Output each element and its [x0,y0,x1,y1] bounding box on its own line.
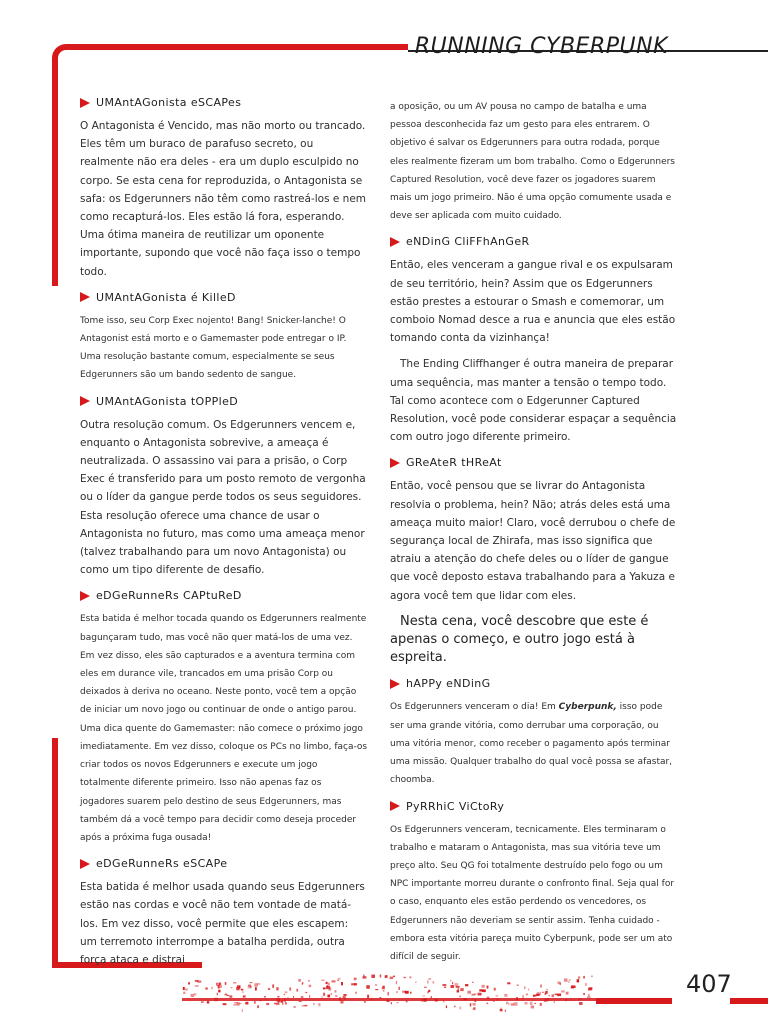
noise-mark [526,994,528,996]
noise-mark [285,1002,287,1005]
noise-mark [354,983,357,985]
frame-top-rule [72,44,408,50]
noise-mark [410,992,411,994]
noise-mark [323,988,326,990]
noise-mark [522,995,523,998]
noise-mark [459,996,461,998]
body-paragraph: Esta batida é melhor usada quando seus Edgerunners estão nas cordas e você não tem vontade de matá-los. Em vez disso, você permite que eles escapem: um terremoto interrompe a batalha perdida, outra força ataca e distrai [80,881,365,966]
noise-mark [205,987,208,989]
noise-mark [367,995,369,998]
left-column [80,96,368,979]
noise-mark [487,986,489,989]
noise-mark [237,1002,240,1005]
section-heading [390,235,678,248]
body-paragraph [390,698,678,789]
body-paragraph: Então, você pensou que se livrar do Antagonista resolvia o problema, hein? Não; atrás deles está uma ameaça muito maior! Claro, você derrubou o chefe de segurança local de Zhirafa, mas isso significa que atraiu a atenção do chefe deles ou o líder de gangue que você deposto estava trabalhando para a Yakuza e agora você tem que lidar com eles. [390,480,676,602]
body-paragraph: Nesta cena, você descobre que este é apenas o começo, e outro jogo está à espreita. [390,613,649,666]
triangle-bullet-icon [390,801,400,811]
noise-mark [218,990,220,993]
noise-mark [254,1001,256,1004]
noise-mark [540,1003,542,1006]
noise-mark [274,1003,277,1005]
noise-mark [496,995,499,996]
noise-mark [277,996,279,997]
noise-mark [264,996,266,997]
body-paragraph: Tome isso, seu Corp Exec nojento! Bang! Snicker-lanche! O Antagonist está morto e o Gamemaster pode entregar o IP. Uma resolução bastante comum, especialmente se seus Edgerunners são um bando sedento de sangue. [80,315,347,381]
section-heading-text: UMAntAGonista é KilleD [96,290,236,304]
noise-mark [289,987,291,990]
noise-mark [366,985,370,989]
noise-mark [194,993,196,995]
noise-mark [396,981,397,984]
noise-mark [583,976,584,979]
noise-mark [428,978,431,979]
body-paragraph: The Ending Cliffhanger é outra maneira de preparar uma sequência, mas manter a tensão o tempo todo. Tal como acontece com o Edgerunner Captured Resolution, você pode considerar espaçar a sequência com outro jogo diferente primeiro. [390,358,677,444]
noise-mark [427,991,428,993]
noise-mark [409,976,411,978]
noise-mark [285,991,288,993]
noise-mark [454,1006,455,1008]
noise-mark [537,992,539,993]
noise-mark [341,982,343,985]
noise-mark [433,981,435,983]
noise-mark [405,991,409,994]
noise-mark [233,982,236,983]
noise-mark [239,987,240,989]
noise-mark [388,992,389,995]
noise-mark [470,1003,472,1006]
noise-mark [524,1002,527,1005]
body-paragraph: Então, eles venceram a gangue rival e os expulsaram de seu território, hein? Assim que os Edgerunners estão prestes a estourar o Smash e comemorar, um comboio Nomad desce a rua e anuncia que eles estão tomando conta da vizinhança! [390,259,676,345]
noise-mark [309,995,310,998]
section-happy-ending [390,677,678,789]
noise-mark [479,989,483,991]
continuation-block [390,98,678,225]
body-paragraph: Esta batida é melhor tocada quando os Edgerunners realmente bagunçaram tudo, mas você não quer matá-los de uma vez. Em vez disso, eles são capturados e a aventura termina com eles em durance vile, trancados em uma prisão Corp ou deixados à deriva no oceano. Neste ponto, você tem a opção de iniciar um novo jogo ou continuar de onde o antigo parou. Uma dica quente do Gamemaster: não comece o próximo jogo imediatamente. Em vez disso, coloque os PCs no limbo, faça-os criar todos os novos Edgerunners e execute um jogo totalmente diferente primeiro. Isso não apenas faz os jogadores suarem pelo destino de seus Edgerunners, mas também dá a você tempo para decidir como deseja proceder após a próxima fuga ousada! [80,614,368,843]
noise-mark [472,982,474,983]
section-heading [390,800,678,813]
noise-mark [382,986,384,989]
section-heading [390,677,678,690]
triangle-bullet-icon [80,292,90,302]
noise-mark [278,1002,280,1005]
frame-bottom-right-rule [730,998,768,1004]
noise-mark [221,985,222,988]
page-number: 407 [686,970,732,998]
noise-mark [569,980,571,981]
noise-mark [217,993,218,996]
noise-mark [571,986,574,988]
section-antagonist-toppled [80,395,368,580]
noise-mark [524,986,526,989]
noise-mark [457,990,460,992]
noise-mark [243,996,245,998]
noise-mark [530,1002,533,1005]
section-heading-text: eDGeRunneRs CAPtuReD [96,589,242,603]
noise-mark [293,996,294,998]
noise-mark [327,995,330,998]
body-paragraph: a oposição, ou um AV pousa no campo de batalha e uma pessoa desconhecida faz um gesto para eles entrarem. O objetivo é salvar os Edgerunners para outra rodada, porque eles realmente fizeram um bom trabalho. Como o Edgerunners Captured Resolution, você deve fazer os jogadores suarem mais um jogo primeiro. Não é uma opção comumente usada e deve ser aplicada com muito cuidado. [390,102,675,222]
noise-mark [211,987,213,989]
noise-mark [355,992,357,994]
text-run: isso pode ser uma grande vitória, como derrubar uma corporação, ou uma vitória menor, como receber o pagamento após terminar uma missão. Qualquer trabalho do qual você possa se afastar, choomba. [390,702,673,786]
noise-mark [549,995,550,996]
section-heading [390,456,678,469]
section-heading-text: hAPPy eNDinG [406,677,491,691]
noise-mark [298,979,300,982]
noise-mark [545,991,548,994]
noise-mark [536,994,540,996]
noise-mark [371,975,375,978]
noise-mark [472,994,475,996]
noise-mark [557,981,560,984]
noise-mark [241,989,244,991]
frame-bottom-right-rule [596,998,672,1004]
noise-mark [375,984,377,985]
noise-mark [242,991,243,993]
noise-mark [337,980,339,982]
noise-mark [589,987,593,990]
noise-mark [454,983,458,986]
noise-mark [383,990,384,992]
section-heading [80,857,368,870]
noise-mark [309,985,312,987]
noise-mark [257,1005,259,1008]
noise-mark [561,990,565,992]
noise-mark [245,1002,248,1005]
noise-mark [508,1002,509,1005]
noise-mark [577,979,580,982]
noise-mark [540,992,541,995]
noise-mark [216,983,220,986]
section-heading [80,589,368,602]
noise-baseline [182,998,598,1001]
noise-mark [223,1003,227,1005]
noise-mark [207,1001,209,1003]
noise-mark [505,1010,506,1012]
noise-mark [185,988,188,990]
noise-mark [473,1003,476,1006]
noise-mark [504,994,507,997]
noise-mark [296,989,298,992]
noise-mark [328,983,330,986]
section-heading-text: PyRRhiC ViCtoRy [406,799,505,813]
noise-mark [465,984,468,986]
noise-mark [250,982,253,983]
noise-mark [326,982,328,984]
section-antagonist-escapes [80,96,368,281]
noise-mark [380,974,382,977]
noise-mark [467,991,471,994]
brand-name: Cyberpunk, [558,702,617,713]
section-pyrrhic-victory [390,800,678,967]
noise-mark [422,995,425,996]
noise-mark [535,1003,536,1004]
text-run: Os Edgerunners venceram o dia! Em [390,702,559,713]
noise-mark [554,1001,555,1003]
noise-mark [506,1002,508,1005]
section-heading-text: eDGeRunneRs eSCAPe [96,857,228,871]
noise-mark [446,1006,447,1009]
section-heading-text: eNDinG CliFFhAnGeR [406,235,530,249]
noise-mark [427,980,428,983]
noise-mark [229,995,232,997]
noise-mark [301,996,304,998]
noise-mark [396,991,397,993]
noise-mark [191,994,195,997]
noise-mark [248,986,251,989]
noise-mark [583,993,585,995]
noise-mark [473,1007,476,1008]
noise-mark [500,1008,501,1011]
noise-mark [460,988,463,991]
section-heading [80,395,368,408]
noise-mark [487,1003,489,1004]
section-greater-threat [390,456,678,667]
noise-mark [514,1002,518,1005]
section-edgerunners-escape [80,857,368,969]
noise-mark [302,1005,305,1006]
noise-mark [451,985,454,988]
noise-mark [482,985,485,988]
noise-mark [328,987,331,990]
noise-mark [579,1002,583,1005]
noise-mark [399,987,400,990]
body-paragraph: Outra resolução comum. Os Edgerunners vencem e, enquanto o Antagonista sobrevive, a ameaça é neutralizada. O assassino vai para a prisão, o Corp Exec é transferido para um posto remoto de vergonha ou o líder da gangue perde todos os seus seguidores. Esta resolução oferece uma chance de usar o Antagonista no futuro, mas como uma ameaça menor (talvez trabalhando para um novo Antagonista) ou como um tipo diferente de desafio. [80,418,366,577]
noise-mark [385,975,388,978]
triangle-bullet-icon [80,591,90,601]
noise-mark [480,993,482,995]
frame-left-top [52,66,58,286]
frame-left-bottom [52,738,58,968]
body-paragraph: Os Edgerunners venceram, tecnicamente. Eles terminaram o trabalho e mataram o Antagonista, mas sua vitória teve um preço alto. Seu QG foi totalmente destruído pelo fogo ou um NPC importante morreu durante o confronto final. Seja qual for o caso, enquanto eles estão perdendo os vencedores, os Edgerunners não deveriam se sentir assim. Tenha cuidado - embora esta vitória pareça muito Cyberpunk, pode ser um ato difícil de seguir. [390,824,675,962]
noise-mark [568,981,570,983]
noise-mark [302,983,303,985]
noise-mark [255,987,257,990]
noise-mark [188,982,190,984]
section-heading-text: UMAntAGonista tOPPleD [96,394,239,408]
noise-mark [332,980,336,982]
noise-mark [555,994,559,996]
noise-mark [585,983,586,986]
noise-mark [415,981,416,983]
frame-dash [272,44,278,48]
noise-mark [268,988,270,990]
noise-mark [233,1004,237,1006]
section-edgerunners-captured [80,589,368,847]
noise-mark [541,985,542,988]
section-heading-text: GReAteR tHReAt [406,456,502,470]
triangle-bullet-icon [390,237,400,247]
noise-mark [284,994,285,995]
noise-mark [391,1002,392,1004]
noise-mark [318,1003,320,1006]
noise-mark [257,983,261,984]
section-heading [80,96,368,109]
section-heading-text: UMAntAGonista eSCAPes [96,96,242,109]
triangle-bullet-icon [80,859,90,869]
noise-mark [183,987,185,990]
noise-mark [390,977,394,980]
noise-mark [335,995,337,997]
noise-mark [364,1001,366,1003]
noise-mark [224,994,227,995]
noise-mark [442,984,446,986]
noise-mark [197,981,201,983]
noise-mark [588,994,590,997]
noise-mark [450,980,451,982]
noise-mark [431,996,432,998]
noise-mark [564,978,568,981]
noise-mark [343,996,346,998]
noise-mark [266,1003,269,1005]
noise-mark [236,987,239,990]
noise-mark [305,992,307,993]
right-column [390,98,678,976]
section-heading [80,291,368,304]
noise-mark [242,1009,243,1012]
triangle-bullet-icon [80,98,90,108]
noise-mark [239,1003,241,1004]
noise-mark [225,982,227,985]
noise-mark [195,986,199,987]
noise-mark [294,1006,296,1007]
noise-mark [331,993,332,995]
noise-mark [494,988,496,991]
section-antagonist-killed [80,291,368,385]
noise-mark [517,985,519,986]
noise-mark [578,976,580,978]
noise-mark [375,989,378,990]
noise-mark [444,987,446,988]
noise-mark [183,992,185,994]
noise-mark [343,994,346,996]
noise-mark [533,995,536,997]
noise-mark [276,987,278,990]
noise-mark [397,1002,399,1003]
noise-mark [424,987,427,988]
running-header: RUNNING CYBERPUNK [414,34,668,59]
noise-mark [474,994,476,995]
triangle-bullet-icon [390,458,400,468]
noise-mark [452,982,453,984]
noise-mark [321,980,324,981]
noise-mark [201,1001,204,1003]
section-ending-cliffhanger [390,235,678,446]
noise-mark [323,993,325,996]
noise-mark [404,977,406,978]
noise-mark [531,1006,534,1009]
noise-mark [272,984,274,988]
frame-dash [260,44,268,48]
noise-mark [528,989,529,991]
noise-mark [282,1003,283,1005]
noise-mark [308,980,309,982]
noise-mark [546,989,548,991]
noise-mark [566,992,569,995]
body-paragraph: O Antagonista é Vencido, mas não morto ou trancado. Eles têm um buraco de parafuso secreto, ou realmente não era deles - era um duplo esculpido no corpo. Se esta cena for reproduzida, o Antagonista se safa: os Edgerunners não têm como rastreá-los e nem como recapturá-los. Eles estão lá fora, esperando. Uma ótima maneira de reutilizar um oponente importante, supondo que você não faça isso o tempo todo. [80,120,367,278]
noise-mark [313,1003,315,1005]
noise-mark [231,987,233,988]
triangle-bullet-icon [80,396,90,406]
noise-mark [511,1003,514,1006]
noise-mark [552,994,555,997]
triangle-bullet-icon [390,679,400,689]
noise-mark [542,992,543,993]
noise-mark [335,990,337,992]
noise-mark [460,1007,462,1010]
noise-mark [507,982,510,984]
